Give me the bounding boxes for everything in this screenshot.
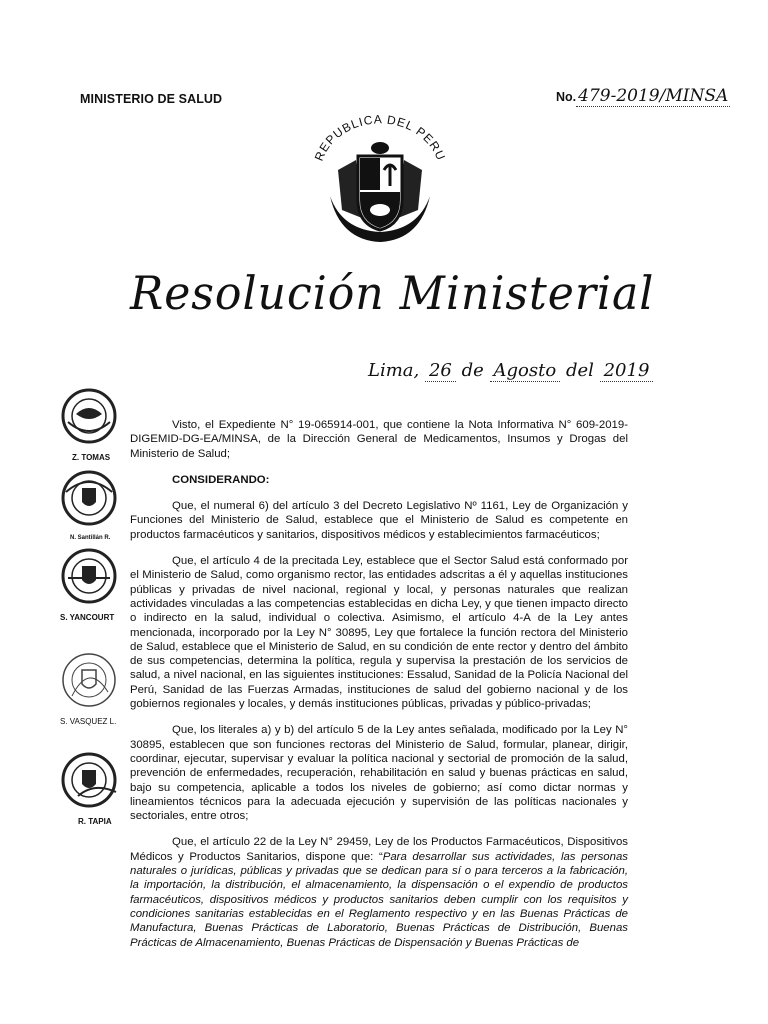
date-month: Agosto [490,360,561,382]
resolution-number-value: 479-2019/MINSA [578,86,729,106]
crest-arc-text: REPUBLICA DEL PERU [311,112,449,163]
resolution-number [556,86,730,106]
stamp-seal-icon [58,470,120,530]
document-body [130,418,628,962]
ministry-name: MINISTERIO DE SALUD [80,92,223,106]
stamp-4 [58,652,120,726]
peru-coat-of-arms [300,100,460,250]
date-de: de [461,360,484,381]
paragraph-4-quote: Para desarrollar sus actividades, las personas naturales o jurídicas, públicas y privadas que se dedican para sí o para terceros a la fabricación, la importación, la distribución, el almacenamiento, la dispensación o el expendio de productos farmacéuticos, dispositivos médicos y productos sanitarios deben cumplir con los requisitos y condiciones sanitarias establecidas en el Reglamento respectivo y en las Buenas Prácticas de Manufactura, Buenas Prácticas de Laboratorio, Buenas Prácticas de Distribución, Buenas Prácticas de Almacenamiento, Buenas Prácticas de Dispensación y Buenas Prácticas de [130,850,628,949]
date-city: Lima, [368,360,420,381]
paragraph-4 [130,835,628,949]
resolution-number-label: No. [556,90,577,104]
stamp-1 [58,388,120,462]
stamp-2-label: N. Santillán R. [70,535,111,541]
paragraph-2: Que, el artículo 4 de la precitada Ley, establece que el Sector Salud está conformado por el Ministerio de Salud, como organismo rector, las entidades adscritas a él y aquellas instituciones públicas y privadas de nivel nacional, regional y local, y personas naturales que realizan actividades vinculadas a las competencias establecidas en dicha Ley, y que tienen impacto directo o indirecto en la salud, individual o colectiva. Asimismo, el artículo 4-A de la Ley antes mencionada, incorporado por la Ley N° 30895, Ley que fortalece la función rectora del Ministerio de Salud, establece que el Ministerio de Salud, en su condición de ente rector y dentro del ámbito de sus competencias, determina la política, regula y supervisa la prestación de los servicios de salud, a nivel nacional, en las siguientes instituciones: Essalud, Sanidad de la Policía Nacional del Perú, Sanidad de las Fuerzas Armadas, instituciones de salud del gobierno nacional y de los gobiernos regionales y locales, y demás instituciones públicas, privadas y público-privadas; [130,555,628,711]
date-day: 26 [425,360,456,382]
paragraph-4-intro: Que, el artículo 22 de la Ley N° 29459, Ley de los Productos Farmacéuticos, Dispositivos Médicos y Productos Sanitarios, dispone que: “ [130,836,628,863]
document-title: Resolución Ministerial [130,266,655,320]
stamp-3 [58,548,120,622]
stamp-seal-icon [58,388,120,448]
stamp-5-label: R. TAPIA [78,817,112,826]
stamp-seal-icon [58,752,120,812]
paragraph-visto: Visto, el Expediente N° 19-065914-001, que contiene la Nota Informativa N° 609-2019-DIGEMID-DG-EA/MINSA, de la Dirección General de Medicamentos, Insumos y Drogas del Ministerio de Salud; [130,419,628,460]
paragraph-1: Que, el numeral 6) del artículo 3 del Decreto Legislativo Nº 1161, Ley de Organización y Funciones del Ministerio de Salud, establece que el Ministerio de Salud es competente en productos farmacéuticos y sanitarios, dispositivos médicos y establecimientos farmacéuticos; [130,500,628,541]
stamp-5 [58,752,120,826]
stamp-seal-icon [58,548,120,608]
date-year: 2019 [600,360,654,382]
stamp-4-label: S. VASQUEZ L. [60,717,117,726]
considerando-heading: CONSIDERANDO: [172,473,270,486]
stamp-seal-icon [58,652,120,712]
date-del: del [565,360,594,381]
stamp-2 [58,470,120,541]
paragraph-3: Que, los literales a) y b) del artículo 5 de la Ley antes señalada, modificado por la Ley N° 30895, establecen que son funciones rectoras del Ministerio de Salud, formular, planear, dirigir, coordinar, ejecutar, supervisar y evaluar la política nacional y sectorial de promoción de la salud, prevención de enfermedades, recuperación, rehabilitación en salud y buenas prácticas en salud, bajo su competencia, aplicable a todos los niveles de gobierno; así como dictar normas y lineamientos técnicos para la adecuada ejecución y supervisión de las políticas nacionales y sectoriales, entre otros; [130,724,628,823]
stamp-3-label: S. YANCOURT [60,613,115,622]
date-line [368,360,653,381]
stamp-1-label: Z. TOMAS [72,453,111,462]
